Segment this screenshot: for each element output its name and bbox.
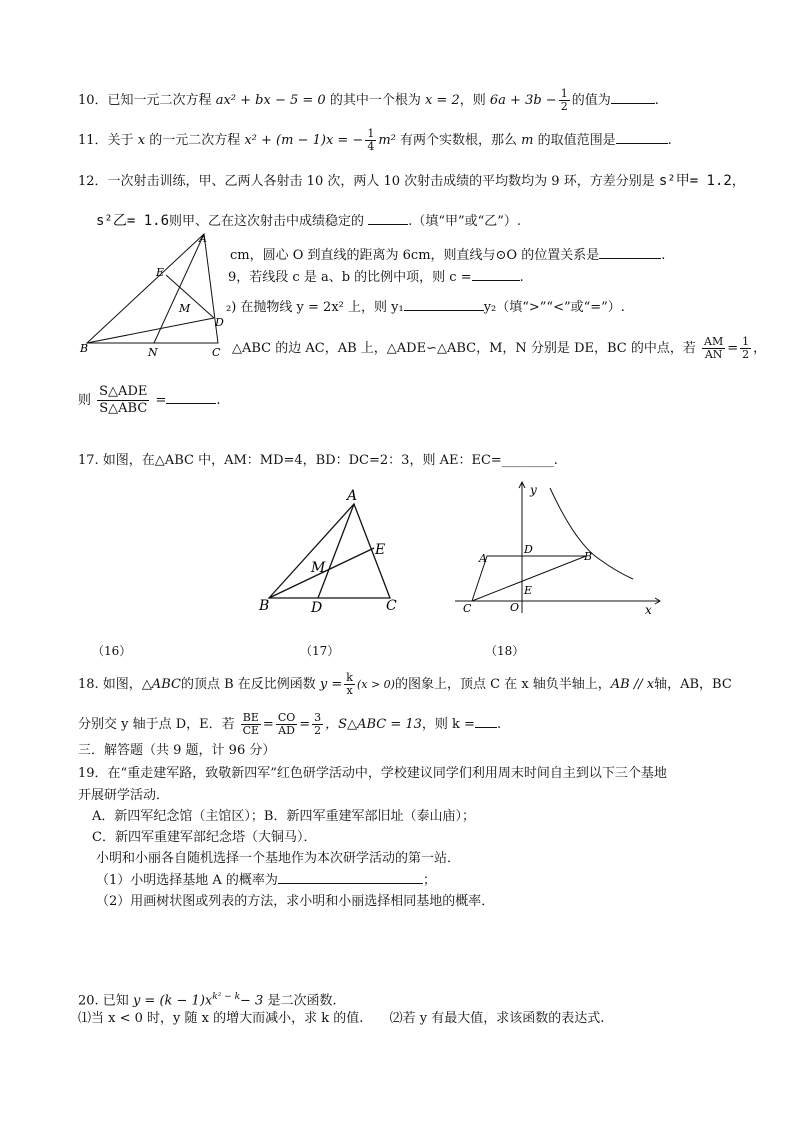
equation: x² + (m − 1)x = − — [244, 133, 364, 148]
denominator: 4 — [367, 140, 375, 153]
denominator: AD — [278, 724, 295, 737]
equation: x = 2 — [424, 93, 460, 108]
q-text: ，则 k = — [421, 717, 475, 732]
label-d: D — [215, 316, 224, 329]
denominator: 2 — [742, 348, 750, 361]
label-e: E — [524, 584, 533, 597]
label-n: N — [148, 346, 158, 358]
q-text: ； — [422, 873, 436, 888]
question-14 — [228, 268, 524, 287]
question-11 — [78, 128, 672, 153]
figure-16 — [78, 230, 238, 358]
q-text: （1）小明选择基地 A 的概率为 — [96, 873, 278, 888]
equation: y = (k − 1)x — [132, 993, 213, 1009]
figure-17 — [255, 484, 405, 616]
q-text: ， — [753, 341, 767, 356]
q-text: 的一元二次方程 — [149, 133, 241, 148]
q-text: . — [661, 248, 666, 263]
q-text: 的图象上，顶点 C 在 x 轴负半轴上， — [394, 677, 611, 692]
answer-blank[interactable] — [472, 268, 520, 281]
variable: x — [137, 133, 146, 148]
option-c: C．新四军重建军部纪念塔（大铜马）． — [92, 830, 317, 845]
question-19-line2: 开展研学活动． — [78, 788, 170, 803]
fraction — [312, 712, 323, 737]
numerator: BE — [242, 711, 259, 724]
equation: ax² + bx − 5 = 0 — [215, 93, 326, 108]
fraction — [740, 336, 751, 361]
q-text: ， — [731, 174, 745, 189]
label-a: A — [347, 488, 358, 504]
denominator: x — [346, 684, 353, 697]
fraction — [365, 128, 376, 153]
q-text: 的取值范围是 — [537, 133, 616, 148]
numerator: k — [346, 671, 353, 684]
question-13 — [230, 246, 665, 265]
denominator: 2 — [314, 724, 322, 737]
fraction — [97, 384, 149, 417]
equation: m² — [378, 133, 396, 148]
option-ab: A．新四军纪念馆（主馆区）；B．新四军重建军部旧址（泰山庙）； — [92, 809, 475, 824]
question-17 — [78, 452, 558, 470]
q-text: 则甲、乙在这次射击中成绩稳定的 — [169, 214, 365, 229]
answer-blank[interactable] — [611, 91, 655, 104]
expression: 6a + 3b − — [489, 93, 557, 108]
question-16 — [232, 336, 766, 361]
q-text: 一次射击训练，甲、乙两人各射击 10 次，两人 10 次射击成绩的平均数均为 9 环，方差分别是 — [107, 174, 655, 189]
question-12 — [78, 172, 745, 191]
denominator: AN — [704, 348, 723, 361]
label-x-axis: x — [645, 603, 652, 617]
label-y-axis: y — [530, 483, 537, 497]
q-text: 则 — [78, 393, 92, 408]
label-a: A — [479, 552, 487, 565]
q-text: 9，若线段 c 是 a、b 的比例中项，则 c = — [228, 270, 472, 285]
q-text: . — [667, 133, 672, 148]
q-number: 12． — [78, 174, 108, 189]
label-o: O — [510, 601, 520, 614]
q-text: . — [654, 93, 659, 108]
fraction — [276, 712, 297, 737]
q-text: 的其中一个根为 — [329, 93, 421, 108]
q-text: . — [216, 393, 221, 408]
q-number: 11． — [78, 133, 108, 148]
answer-blank[interactable] — [616, 131, 668, 144]
numerator: AM — [704, 335, 724, 348]
fraction — [559, 88, 570, 113]
numerator: 1 — [742, 335, 750, 348]
fraction — [241, 712, 261, 737]
label-m: M — [179, 302, 191, 315]
figure-17-caption: （17） — [300, 644, 340, 658]
q-text: 已知一元二次方程 — [107, 93, 212, 108]
q-text: 是二次函数. — [267, 993, 337, 1009]
question-10 — [78, 88, 659, 113]
exponent: k² − k — [212, 992, 241, 1002]
expression: AB // x — [610, 677, 655, 692]
answer-blank[interactable] — [368, 212, 408, 225]
question-19-part1 — [96, 871, 436, 890]
answer-blank[interactable] — [278, 871, 423, 884]
label-d: D — [524, 543, 533, 556]
q-text: 关于 — [107, 133, 134, 148]
denominator: S△ABC — [99, 401, 148, 416]
label-b: B — [80, 342, 89, 355]
variance-yi: s²乙= 1.6 — [96, 213, 170, 229]
expression: (x > 0) — [356, 678, 395, 691]
q-text: 轴，AB，BC — [654, 677, 732, 692]
label-c: C — [212, 346, 221, 358]
figure-18-caption: （18） — [485, 644, 525, 658]
q-text: cm，圆心 O 到直线的距离为 6cm，则直线与⊙O 的位置关系是 — [230, 248, 600, 263]
q-text: = — [299, 717, 311, 732]
q-text: 18. 如图， — [78, 677, 142, 692]
label-c: C — [386, 598, 397, 614]
q-number: 10． — [78, 93, 108, 108]
label-d: D — [311, 600, 323, 616]
expression: ，S△ABC = 13 — [325, 717, 422, 732]
q-text: y₂（填“>”“<”或“=”）. — [483, 300, 625, 315]
answer-blank[interactable] — [599, 246, 661, 259]
question-20 — [78, 988, 337, 1010]
variable: m — [521, 133, 534, 148]
question-19-line1: 19．在“重走建军路，致敬新四军”红色研学活动中，学校建议同学们利用周末时间自主到以下三个基地 — [78, 766, 667, 781]
expression: △ABC — [141, 677, 181, 692]
numerator: 3 — [314, 711, 322, 724]
q-text: = — [262, 717, 274, 732]
question-20-parts — [78, 1010, 604, 1028]
fraction — [702, 336, 725, 361]
question-18-line2 — [78, 712, 501, 737]
expression: y = — [319, 677, 343, 692]
equation: − 3 — [240, 993, 264, 1009]
q-text: . — [519, 270, 524, 285]
q-text: 有两个实数根，那么 — [400, 133, 518, 148]
numerator: 1 — [560, 87, 568, 100]
question-18 — [78, 672, 732, 697]
question-16-line2 — [78, 384, 221, 417]
q-text: △ABC 的边 AC，AB 上，△ADE∽△ABC，M，N 分别是 DE，BC 的中点，若 — [232, 341, 696, 356]
numerator: S△ADE — [99, 384, 148, 399]
q-text: 的值为 — [571, 93, 611, 108]
part-1: ⑴当 x < 0 时，y 随 x 的增大而减小，求 k 的值. — [78, 1011, 364, 1026]
q-text: （填“甲”或“乙”）. — [412, 214, 522, 229]
q-text: . — [496, 717, 502, 732]
label-b: B — [259, 598, 270, 614]
numerator: 1 — [367, 127, 375, 140]
denominator: CE — [242, 724, 260, 737]
q-text: ₂) 在抛物线 y = 2x² 上，则 y₁ — [226, 300, 404, 315]
variance-jia: s²甲= 1.2 — [658, 173, 732, 189]
q-text: 分别交 y 轴于点 D，E．若 — [78, 717, 235, 732]
q-text: 17. 如图，在△ABC 中，AM：MD=4，BD：DC=2：3，则 AE：EC=________. — [78, 453, 558, 468]
q-text: 的顶点 B 在反比例函数 — [180, 677, 316, 692]
figure-18 — [455, 478, 665, 618]
label-a: A — [199, 232, 207, 245]
label-e: E — [375, 542, 386, 558]
q-text: 20. 已知 — [78, 993, 129, 1009]
label-m: M — [311, 560, 326, 576]
label-b: B — [584, 550, 593, 563]
answer-blank[interactable] — [404, 298, 484, 311]
answer-blank[interactable] — [166, 391, 216, 404]
denominator: 2 — [560, 100, 568, 113]
question-15 — [226, 298, 625, 317]
answer-blank[interactable] — [475, 715, 497, 728]
numerator: CO — [277, 711, 296, 724]
question-19-line5: 小明和小丽各自随机选择一个基地作为本次研学活动的第一站． — [96, 851, 461, 866]
q-text: ，则 — [459, 93, 486, 108]
label-c: C — [463, 602, 472, 615]
part-2: ⑵若 y 有最大值，求该函数的表达式. — [389, 1011, 605, 1026]
figure-16-caption: （16） — [92, 644, 132, 658]
question-19-part2: （2）用画树状图或列表的方法，求小明和小丽选择相同基地的概率． — [96, 894, 495, 909]
q-text: = — [727, 341, 739, 356]
fraction — [344, 672, 355, 697]
q-text: = — [155, 393, 167, 408]
question-12-line2: s²乙= 1.6则甲、乙在这次射击中成绩稳定的 .（填“甲”或“乙”）. — [96, 213, 522, 229]
section-heading: 三．解答题（共 9 题，计 96 分） — [78, 743, 276, 758]
label-e: E — [156, 266, 165, 279]
